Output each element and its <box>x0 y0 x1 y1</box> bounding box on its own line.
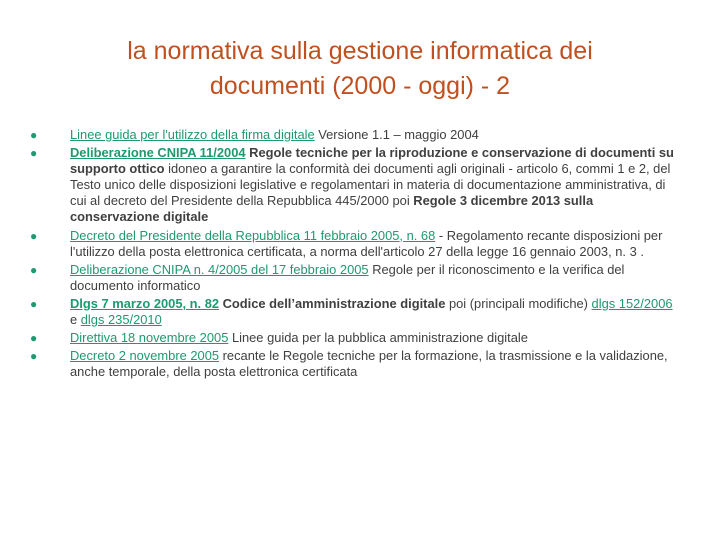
bullet-dot-icon: ● <box>30 331 38 346</box>
list-item <box>30 228 682 260</box>
item-link[interactable]: Deliberazione CNIPA n. 4/2005 del 17 febbraio 2005 <box>70 261 369 277</box>
slide-title <box>40 34 680 103</box>
item-link[interactable]: Decreto del Presidente della Repubblica 11 febbraio 2005, n. 68 <box>70 227 436 243</box>
list-item <box>30 348 682 380</box>
item-bold-text-2: Regole 3 dicembre 2013 sulla conservazione digitale <box>70 193 594 225</box>
bullet-dot-icon: ● <box>30 262 38 277</box>
list-item <box>30 127 682 143</box>
item-text: idoneo a garantire la conformità dei documenti agli originali - articolo 6, commi 1 e 2, del Testo unico delle disposizioni legislative e regolamentari in materia di documentazione amministrativa, di cui al decreto del Presidente della Repubblica 445/2000 poi <box>70 161 671 209</box>
bullet-dot-icon: ● <box>30 349 38 364</box>
item-link[interactable]: Linee guida per l'utilizzo della firma digitale <box>70 127 315 142</box>
item-text-2: e <box>70 312 81 328</box>
item-link[interactable]: Direttiva 18 novembre 2005 <box>70 330 229 346</box>
item-bold-text: Regole tecniche per la riproduzione e conservazione di documenti su supporto ottico <box>70 145 674 177</box>
bullet-list <box>30 127 682 382</box>
item-link[interactable]: Deliberazione CNIPA 11/2004 <box>70 145 246 161</box>
list-item <box>30 330 682 346</box>
item-text: Linee guida per la pubblica amministrazione digitale <box>228 330 528 346</box>
item-text: Regole per il riconoscimento e la verifica del documento informatico <box>70 261 625 293</box>
item-link[interactable]: Decreto 2 novembre 2005 <box>70 348 220 364</box>
item-text: Versione 1.1 – maggio 2004 <box>314 127 479 142</box>
list-item <box>30 296 682 328</box>
list-item <box>30 145 682 225</box>
list-item <box>30 262 682 294</box>
item-bold-text: Codice dell’amministrazione digitale <box>219 295 446 311</box>
item-text: - Regolamento recante disposizioni per l'utilizzo della posta elettronica certificata, a norma dell'articolo 27 della legge 16 gennaio 2003, n. 3 . <box>70 227 663 259</box>
item-text: poi (principali modifiche) <box>445 295 592 311</box>
bullet-dot-icon: ● <box>30 128 38 142</box>
bullet-dot-icon: ● <box>30 228 38 243</box>
item-link[interactable]: Dlgs 7 marzo 2005, n. 82 <box>70 295 220 311</box>
item-link-2[interactable]: dlgs 152/2006 <box>591 295 673 311</box>
item-text: recante le Regole tecniche per la formazione, la trasmissione e la validazione, anche temporale, della posta elettronica certificata <box>70 348 668 380</box>
slide-title-line-2: documenti (2000 - oggi) - 2 <box>209 71 511 100</box>
slide-title-line-1: la normativa sulla gestione informatica dei <box>127 37 593 65</box>
bullet-dot-icon: ● <box>30 146 38 161</box>
bullet-dot-icon: ● <box>30 296 38 311</box>
item-link-3[interactable]: dlgs 235/2010 <box>80 312 162 328</box>
